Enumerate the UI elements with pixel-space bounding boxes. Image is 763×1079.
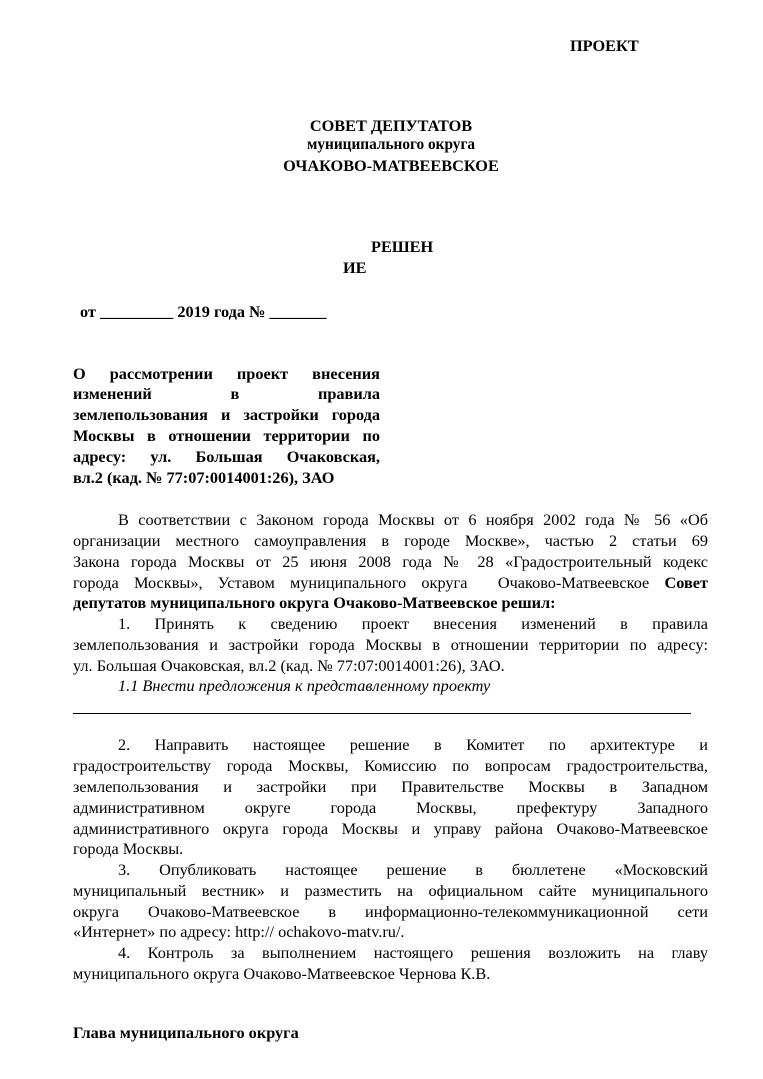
- item-line: 3. Опубликовать настоящее решение в бюллетене «Московский: [118, 860, 708, 879]
- fill-in-line: [73, 713, 691, 714]
- item-line: административного округа города Москвы и управу района Очаково-Матвеевское: [73, 819, 708, 838]
- subject-line: Москвы в отношении территории по: [73, 426, 380, 445]
- preamble-line: организации местного самоуправления в городе Москве», частью 2 статьи 69: [73, 531, 708, 550]
- item-line: ул. Большая Очаковская, вл.2 (кад. № 77:07:0014001:26), ЗАО.: [73, 656, 505, 675]
- item-line: градостроительству города Москвы, Комиссию по вопросам градостроительства,: [73, 756, 708, 775]
- council-subtitle: муниципального округа: [306, 136, 476, 153]
- item-line: муниципального округа Очаково-Матвеевское Чернова К.В.: [73, 964, 491, 983]
- subject-line: О рассмотрении проект внесения: [73, 364, 380, 383]
- subject-line: землепользования и застройки города: [73, 405, 380, 424]
- decision-heading-part1: РЕШЕН: [371, 237, 434, 256]
- item-line: муниципальный вестник» и разместить на официальном сайте муниципального: [73, 881, 708, 900]
- item-line: землепользования и застройки при Правительстве Москвы в Западном: [73, 777, 708, 796]
- preamble-line: В соответствии с Законом города Москвы от 6 ноября 2002 года № 56 «Об: [118, 510, 708, 529]
- preamble-bold-text: Совет: [664, 573, 708, 592]
- council-title: СОВЕТ ДЕПУТАТОВ: [309, 116, 473, 135]
- item-1-1: 1.1 Внести предложения к представленному проекту: [118, 676, 491, 695]
- item-line: административном округе города Москвы, префектуру Западного: [73, 798, 708, 817]
- item-line: округа Очаково-Матвеевское в информационно-телекоммуникационной сети: [73, 902, 708, 921]
- preamble-line: Закона города Москвы от 25 июня 2008 года № 28 «Градостроительный кодекс: [73, 552, 708, 571]
- signature-title: Глава муниципального округа: [73, 1023, 299, 1042]
- subject-line: изменений в правила: [73, 384, 380, 403]
- preamble-line: депутатов муниципального округа Очаково-Матвеевское решил:: [73, 593, 556, 612]
- preamble-text: города Москвы», Уставом муниципального округа Очаково-Матвеевское: [73, 573, 665, 592]
- district-name: ОЧАКОВО-МАТВЕЕВСКОЕ: [283, 156, 499, 175]
- decision-heading-part2: ИЕ: [343, 258, 367, 277]
- project-stamp: ПРОЕКТ: [570, 36, 639, 55]
- subject-line: адресу: ул. Большая Очаковская,: [73, 447, 380, 466]
- item-line: 4. Контроль за выполнением настоящего решения возложить на главу: [118, 943, 708, 962]
- item-line: «Интернет» по адресу: http:// ochakovo-matv.ru/.: [73, 922, 405, 941]
- item-line: города Москвы.: [73, 839, 184, 858]
- preamble-line: [73, 573, 708, 593]
- item-line: 2. Направить настоящее решение в Комитет по архитектуре и: [118, 735, 708, 754]
- date-number-line: от _________ 2019 года № _______: [80, 302, 327, 321]
- item-line: 1. Принять к сведению проект внесения изменений в правила: [118, 614, 708, 633]
- item-line: землепользования и застройки города Москвы в отношении территории по адресу:: [73, 635, 708, 654]
- subject-line: вл.2 (кад. № 77:07:0014001:26), ЗАО: [73, 468, 335, 487]
